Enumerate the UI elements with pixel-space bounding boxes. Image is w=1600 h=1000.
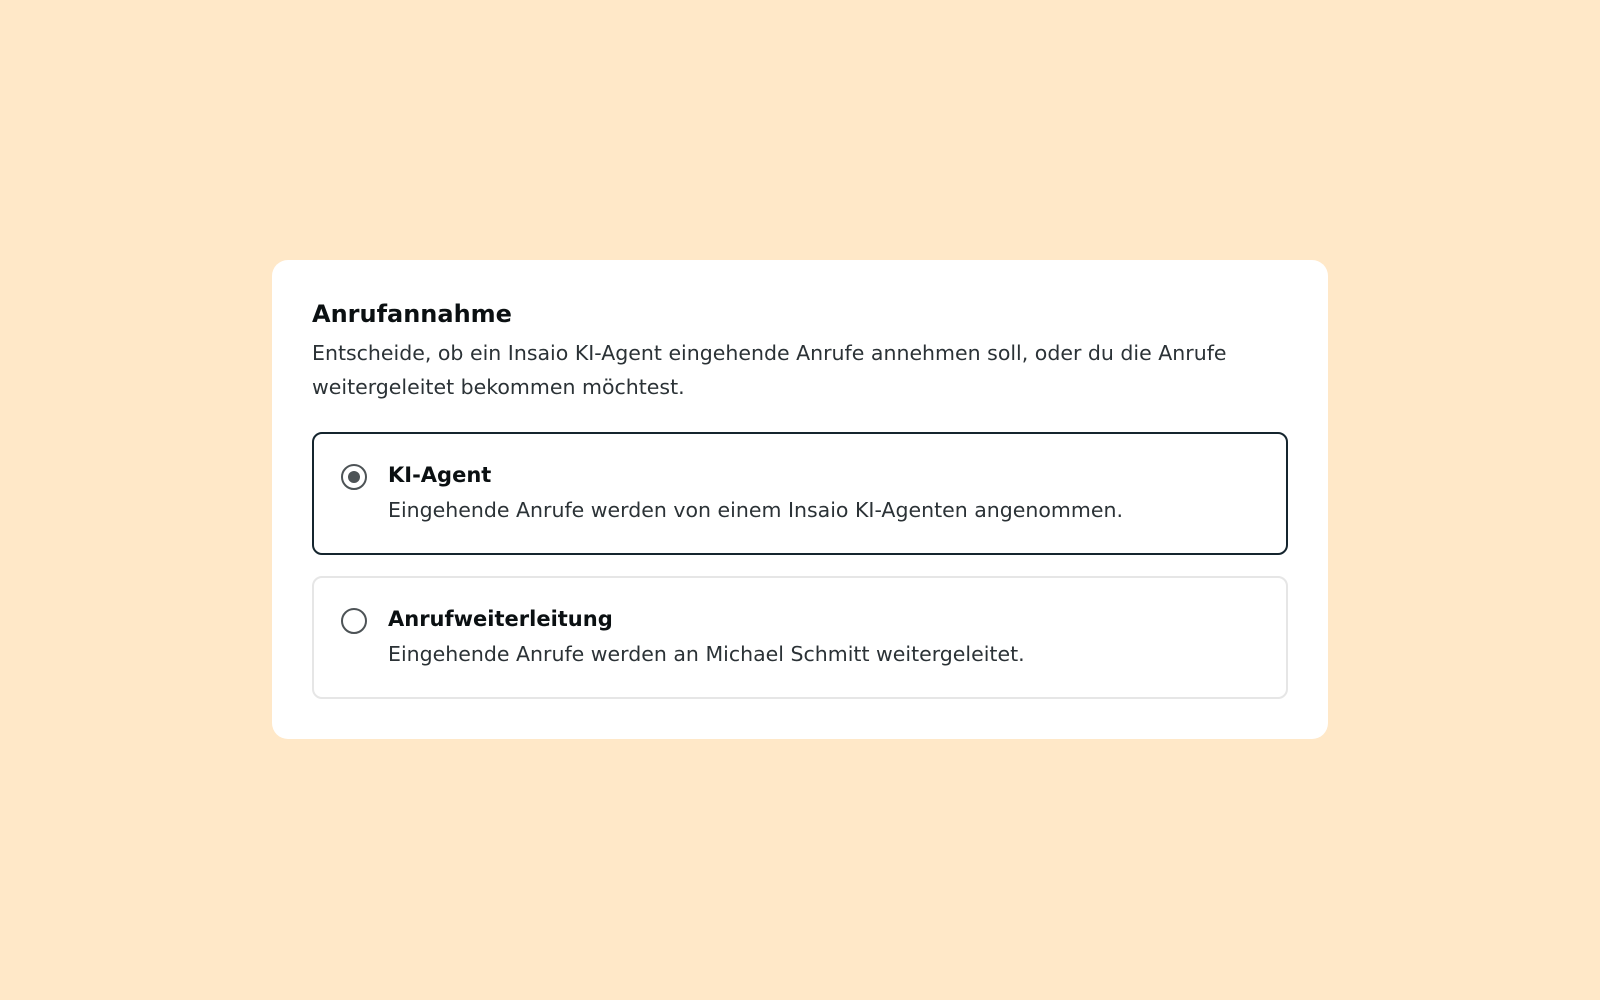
option-ki-agent-title: KI-Agent	[388, 463, 492, 487]
option-call-forwarding-description: Eingehende Anrufe werden an Michael Schmitt weitergeleitet.	[388, 642, 1025, 666]
option-ki-agent-description: Eingehende Anrufe werden von einem Insaio KI-Agenten angenommen.	[388, 498, 1123, 522]
section-title: Anrufannahme	[312, 300, 512, 328]
radio-ki-agent-selected[interactable]	[341, 464, 367, 490]
option-ki-agent[interactable]	[312, 432, 1288, 555]
radio-selected-dot-icon	[348, 471, 360, 483]
call-handling-card	[272, 260, 1328, 739]
section-description: Entscheide, ob ein Insaio KI-Agent eingehende Anrufe annehmen soll, oder du die Anrufe weitergeleitet bekommen möchtest.	[312, 341, 1227, 399]
radio-call-forwarding[interactable]	[341, 608, 367, 634]
option-call-forwarding-title: Anrufweiterleitung	[388, 607, 613, 631]
option-call-forwarding[interactable]	[312, 576, 1288, 699]
